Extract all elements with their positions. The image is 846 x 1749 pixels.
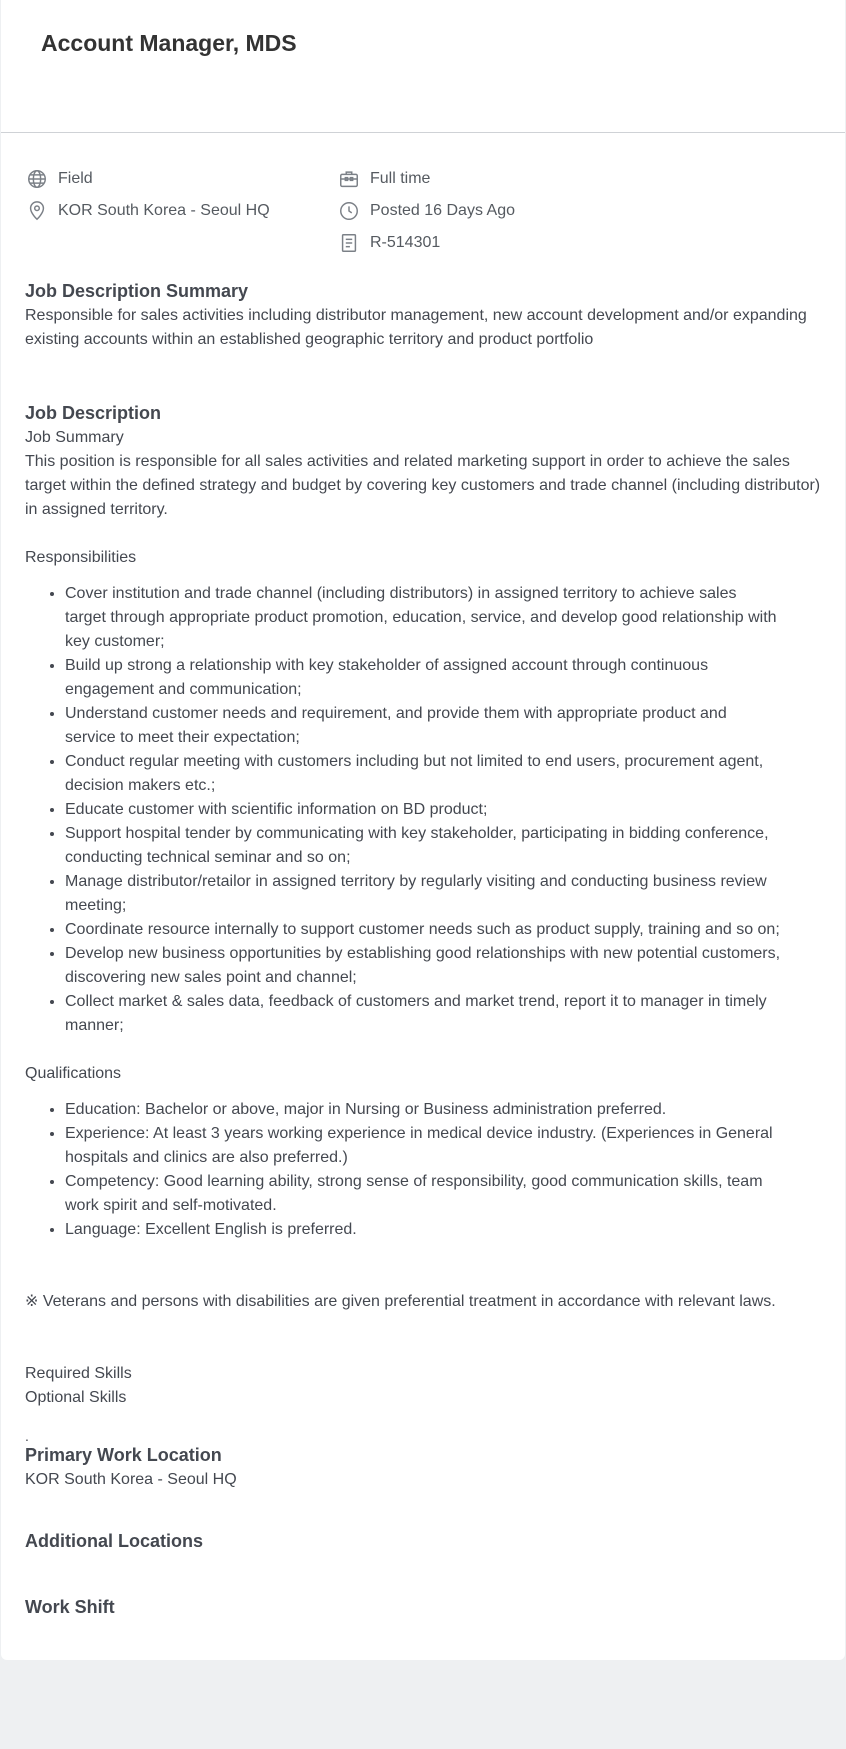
clock-icon: [338, 200, 360, 222]
globe-icon: [26, 168, 48, 190]
primary-location-heading: Primary Work Location: [25, 1445, 222, 1465]
list-item: • Collect market & sales data, feedback of customers and market trend, report it to manager in timely manner;: [65, 990, 821, 1038]
separator-dot: .: [25, 1428, 29, 1444]
list-item: • Competency: Good learning ability, strong sense of responsibility, good communication skills, team work spirit and self-motivated.: [65, 1170, 821, 1218]
primary-location-value: KOR South Korea - Seoul HQ: [25, 1471, 237, 1488]
work-shift-heading: Work Shift: [25, 1597, 115, 1617]
list-item: • Develop new business opportunities by establishing good relationships with new potential customers, discovering new sales point and channel;: [65, 942, 821, 990]
job-description-content: [25, 278, 821, 1620]
meta-type-text: Full time: [370, 170, 431, 187]
veterans-note: ※ Veterans and persons with disabilities are given preferential treatment in accordance with relevant laws.: [25, 1293, 776, 1310]
meta-req-id: [338, 227, 515, 259]
list-item: • Support hospital tender by communicating with key stakeholder, participating in bidding conference, conducting technical seminar and so on;: [65, 822, 821, 870]
responsibilities-list: [25, 582, 821, 1038]
additional-locations-heading: Additional Locations: [25, 1531, 203, 1551]
job-meta-left: [26, 163, 270, 227]
summary-text: Responsible for sales activities including distributor management, new account development and/or expanding existing accounts within an established geographic territory and product portfolio: [25, 307, 807, 348]
meta-posted: [338, 195, 515, 227]
job-title: Account Manager, MDS: [41, 30, 297, 56]
job-header: [1, 0, 845, 133]
description-heading: Job Description: [25, 403, 162, 423]
job-summary-subheading: Job Summary: [25, 429, 124, 446]
list-item: • Educate customer with scientific information on BD product;: [65, 798, 821, 822]
list-item: • Conduct regular meeting with customers including but not limited to end users, procurement agent, decision makers etc.;: [65, 750, 821, 798]
meta-location: [26, 195, 270, 227]
qualifications-heading: Qualifications: [25, 1065, 122, 1082]
meta-location-text: KOR South Korea - Seoul HQ: [58, 202, 270, 219]
list-item: • Coordinate resource internally to support customer needs such as product supply, training and so on;: [65, 918, 821, 942]
meta-category: [26, 163, 270, 195]
document-icon: [338, 232, 360, 254]
list-item: • Education: Bachelor or above, major in Nursing or Business administration preferred.: [65, 1098, 821, 1122]
meta-req-id-text: R-514301: [370, 234, 441, 251]
list-item: • Experience: At least 3 years working experience in medical device industry. (Experiences in General hospitals and clinics are also preferred.): [65, 1122, 821, 1170]
job-summary-text: This position is responsible for all sales activities and related marketing support in order to achieve the sales target within the defined strategy and budget by covering key customers and trade channel (including distributor) in assigned territory.: [25, 453, 821, 518]
list-item: • Understand customer needs and requirement, and provide them with appropriate product and service to meet their expectation;: [65, 702, 821, 750]
list-item: • Build up strong a relationship with key stakeholder of assigned account through continuous engagement and communication;: [65, 654, 821, 702]
list-item: • Cover institution and trade channel (including distributors) in assigned territory to achieve sales target through appropriate product promotion, education, service, and develop good relationship with key customer;: [65, 582, 821, 654]
meta-category-text: Field: [58, 170, 93, 187]
briefcase-icon: [338, 168, 360, 190]
optional-skills-label: Optional Skills: [25, 1389, 127, 1406]
required-skills-label: Required Skills: [25, 1365, 132, 1382]
qualifications-list: [25, 1098, 821, 1242]
job-posting-card: [1, 0, 845, 1660]
responsibilities-heading: Responsibilities: [25, 549, 137, 566]
summary-heading: Job Description Summary: [25, 281, 249, 301]
list-item: • Language: Excellent English is preferred.: [65, 1218, 821, 1242]
map-pin-icon: [26, 200, 48, 222]
list-item: • Manage distributor/retailor in assigned territory by regularly visiting and conducting business review meeting;: [65, 870, 821, 918]
job-meta-right: [338, 163, 515, 259]
meta-posted-text: Posted 16 Days Ago: [370, 202, 515, 219]
meta-type: [338, 163, 515, 195]
